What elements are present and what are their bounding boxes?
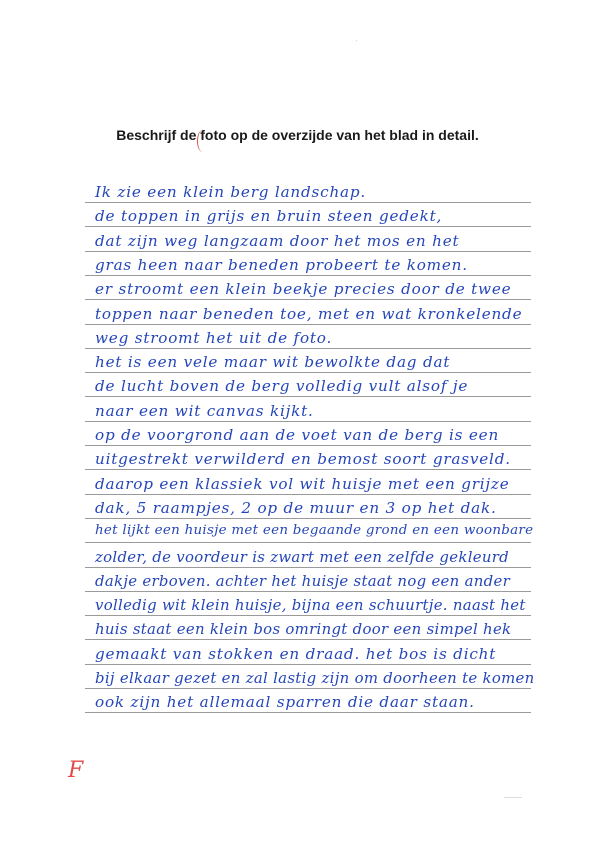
- handwritten-line: toppen naar beneden toe, met en wat kronkelende: [95, 304, 523, 323]
- handwritten-line: uitgestrekt verwilderd en bemost soort grasveld.: [95, 450, 511, 469]
- handwritten-line: het lijkt een huisje met een begaande grond en een woonbare: [95, 523, 534, 539]
- ruled-line: [85, 396, 531, 397]
- ruled-line: [85, 688, 531, 689]
- handwritten-line: volledig wit klein huisje, bijna een schuurtje. naast het: [95, 596, 526, 615]
- handwritten-line: de lucht boven de berg volledig vult alsof je: [95, 377, 469, 396]
- ruled-line: [85, 567, 531, 568]
- handwritten-line: dat zijn weg langzaam door het mos en het: [95, 231, 460, 250]
- ruled-line: [85, 494, 531, 495]
- handwritten-line: gemaakt van stokken en draad. het bos is dicht: [95, 644, 497, 663]
- correction-mark: [197, 130, 208, 152]
- ruled-line: [85, 469, 531, 470]
- ruled-line: [85, 615, 531, 616]
- ruled-line: [85, 712, 531, 713]
- handwritten-line: op de voorgrond aan de voet van de berg is een: [95, 426, 500, 444]
- ruled-line: [85, 299, 531, 300]
- handwritten-line: gras heen naar beneden probeert te komen.: [95, 255, 468, 274]
- ruled-line: [85, 324, 531, 325]
- ruled-line: [85, 202, 531, 203]
- scan-speck: [356, 40, 357, 41]
- handwritten-line: daarop een klassiek vol wit huisje met een grijze: [95, 474, 510, 493]
- ruled-line: [85, 226, 531, 227]
- ruled-line: [85, 664, 531, 665]
- handwritten-line: ook zijn het allemaal sparren die daar staan.: [95, 693, 475, 712]
- ruled-line: [85, 372, 531, 373]
- handwritten-line: Ik zie een klein berg landschap.: [95, 183, 367, 201]
- handwritten-line: naar een wit canvas kijkt.: [95, 401, 314, 420]
- ruled-line: [85, 275, 531, 276]
- ruled-line: [85, 591, 531, 592]
- handwritten-line: zolder, de voordeur is zwart met een zelfde gekleurd: [95, 547, 510, 566]
- ruled-line: [85, 445, 531, 446]
- grade-mark: F: [68, 758, 84, 783]
- scan-speck: [504, 797, 522, 798]
- ruled-line: [85, 542, 531, 543]
- ruled-line: [85, 518, 531, 519]
- handwritten-line: het is een vele maar wit bewolkte dag dat: [95, 353, 451, 372]
- ruled-line: [85, 421, 531, 422]
- handwritten-line: weg stroomt het uit de foto.: [95, 328, 333, 347]
- ruled-line: [85, 348, 531, 349]
- handwritten-line: er stroomt een klein beekje precies door de twee: [95, 280, 512, 299]
- handwritten-line: de toppen in grijs en bruin steen gedekt,: [95, 207, 443, 226]
- handwritten-line: dakje erboven. achter het huisje staat nog een ander: [95, 571, 511, 590]
- page-title: Beschrijf de foto op de overzijde van het blad in detail.: [116, 127, 479, 143]
- handwritten-line: bij elkaar gezet en zal lastig zijn om doorheen te komen: [95, 669, 535, 687]
- handwritten-line: dak, 5 raampjes, 2 op de muur en 3 op het dak.: [95, 498, 497, 517]
- ruled-line: [85, 639, 531, 640]
- handwritten-line: huis staat een klein bos omringt door een simpel hek: [95, 620, 512, 639]
- ruled-line: [85, 251, 531, 252]
